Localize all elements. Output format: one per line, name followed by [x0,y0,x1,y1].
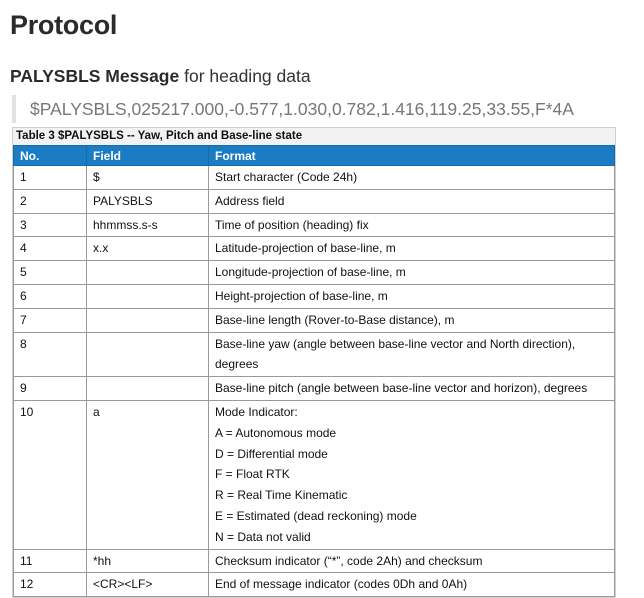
table-row [14,284,615,308]
cell-field: a [87,400,209,549]
table-caption: Table 3 $PALYSBLS -- Yaw, Pitch and Base-line state [13,128,615,145]
cell-no: 4 [14,237,87,261]
cell-field [87,377,209,401]
cell-format: Checksum indicator (“*”, code 2Ah) and checksum [209,549,615,573]
table-row [14,332,615,377]
cell-field: x.x [87,237,209,261]
cell-no: 12 [14,573,87,597]
protocol-table-container [12,127,616,598]
cell-format: Start character (Code 24h) [209,166,615,190]
table-row [14,400,615,549]
cell-format: Longitude-projection of base-line, m [209,261,615,285]
table-row [14,377,615,401]
cell-no: 6 [14,284,87,308]
table-header-row [14,146,615,166]
table-row [14,308,615,332]
table-row [14,189,615,213]
table-row [14,166,615,190]
cell-format: Mode Indicator: A = Autonomous mode D = Differential mode F = Float RTK R = Real Time Kinematic E = Estimated (dead reckoning) mode N = Data not valid [209,400,615,549]
table-row [14,549,615,573]
cell-no: 5 [14,261,87,285]
example-sentence: $PALYSBLS,025217.000,-0.577,1.030,0.782,1.416,119.25,33.55,F*4A [30,99,574,119]
cell-format: Height-projection of base-line, m [209,284,615,308]
cell-format: Base-line length (Rover-to-Base distance), m [209,308,615,332]
cell-format: Address field [209,189,615,213]
cell-no: 7 [14,308,87,332]
header-no: No. [14,146,87,166]
header-field: Field [87,146,209,166]
cell-no: 3 [14,213,87,237]
table-row [14,237,615,261]
cell-format: Latitude-projection of base-line, m [209,237,615,261]
table-body [14,166,615,597]
cell-format: Time of position (heading) fix [209,213,615,237]
table-row [14,213,615,237]
cell-field [87,332,209,377]
cell-field: <CR><LF> [87,573,209,597]
subtitle-message-name: PALYSBLS Message [10,66,180,86]
cell-format: End of message indicator (codes 0Dh and 0Ah) [209,573,615,597]
subtitle-description: for heading data [179,66,311,86]
cell-no: 2 [14,189,87,213]
protocol-table [13,145,615,597]
page-title: Protocol [10,10,118,40]
cell-format: Base-line pitch (angle between base-line vector and horizon), degrees [209,377,615,401]
header-format: Format [209,146,615,166]
table-row [14,261,615,285]
cell-no: 9 [14,377,87,401]
cell-field: PALYSBLS [87,189,209,213]
cell-no: 1 [14,166,87,190]
cell-field [87,261,209,285]
cell-no: 8 [14,332,87,377]
cell-field [87,284,209,308]
cell-no: 10 [14,400,87,549]
cell-format: Base-line yaw (angle between base-line vector and North direction), degrees [209,332,615,377]
cell-field: hhmmss.s-s [87,213,209,237]
example-sentence-quote [12,95,574,123]
section-subtitle [10,66,311,87]
cell-field: $ [87,166,209,190]
cell-no: 11 [14,549,87,573]
cell-field [87,308,209,332]
cell-field: *hh [87,549,209,573]
